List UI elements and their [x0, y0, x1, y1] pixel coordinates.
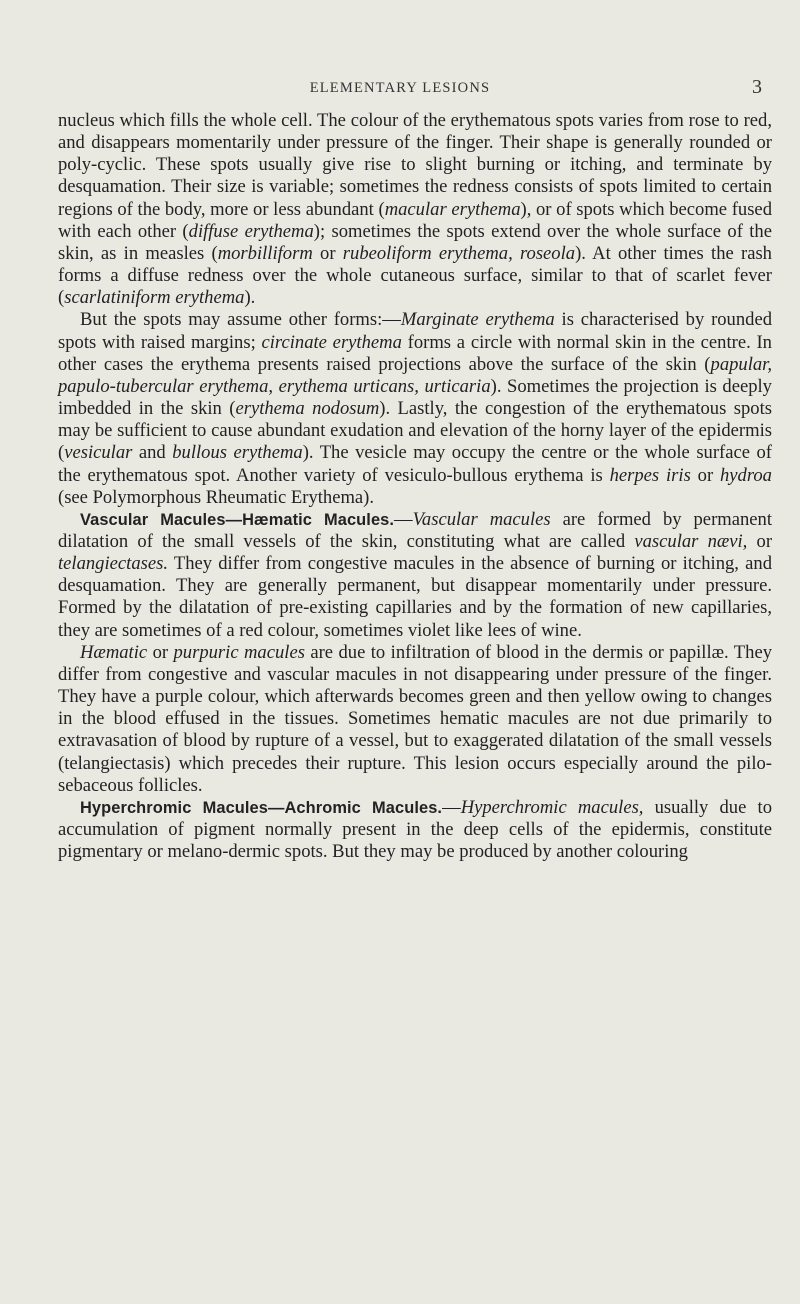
text-run: ); sometimes the spots extend over the whole surface of the skin, as in measles (	[58, 220, 772, 264]
text-run: or	[690, 464, 720, 486]
paragraph-p3	[58, 509, 772, 642]
page-number: 3	[752, 76, 762, 98]
text-run: and	[132, 442, 173, 464]
text-run: forms a circle with normal skin in the centre. In other cases the erythema presents raised projections above the surface of the skin (	[58, 331, 772, 375]
italic-term: Hyperchromic macules,	[460, 796, 644, 818]
paragraph-p1	[58, 110, 772, 309]
section-heading: Vascular Macules—Hæmatic Macules.	[80, 510, 395, 529]
text-run: or	[147, 641, 174, 663]
text-run: are formed by permanent dilatation of the small vessels of the skin, constituting what are called	[58, 508, 772, 552]
italic-term: Hæmatic	[80, 641, 148, 663]
page-header	[0, 76, 800, 104]
paragraph-p5	[58, 797, 772, 863]
text-run: But the spots may assume other forms:—	[80, 309, 401, 331]
text-run: or	[312, 242, 343, 264]
text-run: —	[394, 508, 413, 530]
text-run: ).	[244, 287, 256, 309]
italic-term: Marginate erythema	[400, 309, 555, 331]
italic-term: vascular nævi,	[634, 530, 748, 552]
paragraph-p4	[58, 642, 772, 797]
body-text	[58, 110, 772, 863]
text-run: ). At other times the rash forms a diffuse redness over the whole cutaneous surface, similar to that of scarlet fever (	[58, 242, 772, 309]
text-run: nucleus which fills the whole cell. The colour of the erythematous spots varies from rose to red, and disappears momentarily under pressure of the finger. Their shape is generally rounded or poly-cyclic. These spots usually give rise to slight burning or itching, and terminate by desquamation. Their size is variable; sometimes the redness consists of spots limited to certain regions of the body, more or less abundant (	[58, 110, 772, 220]
text-run: is characterised by rounded spots with raised margins;	[58, 309, 772, 353]
text-run: ). Lastly, the congestion of the erythematous spots may be sufficient to cause abundant exudation and elevation of the horny layer of the epidermis (	[58, 398, 772, 464]
text-run: or	[747, 530, 773, 552]
italic-term: hydroa	[719, 464, 772, 486]
italic-term: diffuse erythema	[188, 220, 314, 242]
text-run: are due to infiltration of blood in the dermis or papillæ. They differ from congestive and vascular macules in not disappearing under pressure of the finger. They have a purple colour, which afterwards becomes green and then yellow owing to changes in the blood effused in the tissues. Sometimes hematic macules are not due primarily to extravasation of blood by rupture of a vessel, but to exaggerated dilatation of the small vessels (telangiectasis) which precedes their rupture. This lesion occurs especially around the pilo-sebaceous follicles.	[58, 641, 772, 796]
italic-term: scarlatiniform erythema	[64, 287, 245, 309]
italic-term: morbilliform	[217, 242, 313, 264]
italic-term: purpuric macules	[173, 641, 305, 663]
text-run: ). The vesicle may occupy the centre or the whole surface of the erythematous spot. Another variety of vesiculo-bullous erythema is	[58, 442, 772, 486]
italic-term: herpes iris	[609, 464, 691, 486]
text-run: ). Sometimes the projection is deeply imbedded in the skin (	[58, 375, 772, 420]
text-run: They differ from congestive macules in the absence of burning or itching, and desquamation. They are generally permanent, but disappear momentarily under pressure. Formed by the dilatation of pre-existing capillaries and by the formation of new capillaries, they are sometimes of a red colour, sometimes violet like lees of wine.	[58, 553, 772, 641]
running-head: ELEMENTARY LESIONS	[309, 80, 491, 96]
section-heading: Hyperchromic Macules—Achromic Macules.	[80, 798, 443, 817]
italic-term: circinate erythema	[261, 331, 402, 353]
text-run: usually due to accumulation of pigment normally present in the deep cells of the epidermis, constitute pigmentary or melano-dermic spots. But they may be produced by another colouring	[58, 796, 772, 863]
italic-term: papular, papulo-tubercular erythema, erythema urticans, urticaria	[58, 353, 772, 397]
italic-term: rubeoliform erythema, roseola	[342, 242, 576, 264]
italic-term: bullous erythema	[172, 442, 303, 464]
italic-term: erythema nodosum	[235, 398, 380, 420]
text-run: ), or of spots which become fused with each other (	[58, 198, 772, 242]
italic-term: telangiectases.	[58, 553, 168, 575]
italic-term: macular erythema	[384, 198, 521, 220]
text-run: (see Polymorphous Rheumatic Erythema).	[58, 486, 375, 508]
italic-term: Vascular macules	[412, 508, 551, 530]
paragraph-p2	[58, 309, 772, 508]
italic-term: vesicular	[64, 442, 133, 464]
text-run: —	[442, 796, 461, 818]
